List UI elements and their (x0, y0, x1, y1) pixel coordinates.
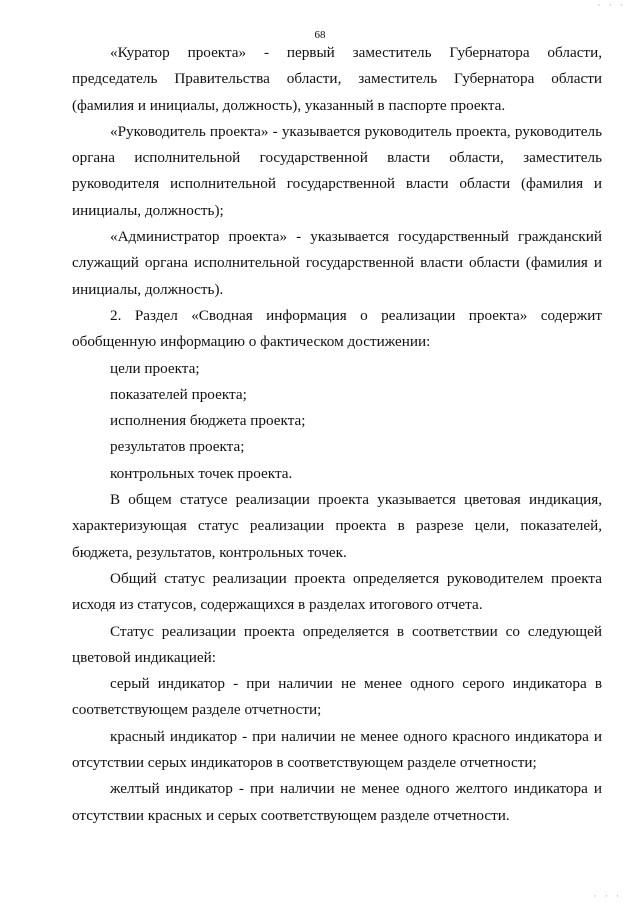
paragraph-red-indicator: красный индикатор - при наличии не менее одного красного индикатора и отсутствии серых индикаторов в соответствующем разделе отчетности; (72, 727, 602, 772)
paragraph-color-indication: Статус реализации проекта определяется в соответствии со следующей цветовой индикацией: (72, 622, 602, 666)
scan-mark-top: · · · (597, 0, 626, 10)
list-item-checkpoints: контрольных точек проекта. (110, 464, 293, 482)
paragraph-section-summary: 2. Раздел «Сводная информация о реализации проекта» содержит обобщенную информацию о фактическом достижении: (72, 306, 602, 351)
list-item-budget: исполнения бюджета проекта; (110, 412, 306, 430)
paragraph-yellow-indicator: желтый индикатор - при наличии не менее одного желтого индикатора и отсутствии красных и серых соответствующем разделе отчетности. (72, 780, 602, 824)
document-body (72, 40, 602, 829)
paragraph-project-admin: «Администратор проекта» - указывается государственный гражданский служащий органа исполнительной государственной власти области (фамилия и инициалы, должность). (72, 228, 602, 298)
paragraph-curator: «Куратор проекта» - первый заместитель Губернатора области, председатель Правительства области, заместитель Губернатора области (фамилия и инициалы, должность), указанный в паспорте проекта. (72, 44, 602, 114)
list-item-results: результатов проекта; (110, 438, 245, 456)
paragraph-status-determined: Общий статус реализации проекта определяется руководителем проекта исходя из статусов, содержащихся в разделах итогового отчета. (72, 569, 602, 614)
paragraph-project-head: «Руководитель проекта» - указывается руководитель проекта, руководитель органа исполнительной государственной власти области, заместитель руководителя исполнительной государственной власти области (фамилия и инициалы, должность); (72, 122, 602, 219)
paragraph-grey-indicator: серый индикатор - при наличии не менее одного серого индикатора в соответствующем разделе отчетности; (72, 675, 602, 719)
scan-mark-bottom: · · · (593, 891, 622, 901)
page-number: 68 (314, 29, 326, 41)
paragraph-general-status: В общем статусе реализации проекта указывается цветовая индикация, характеризующая статус реализации проекта в разрезе цели, показателей, бюджета, результатов, контрольных точек. (72, 491, 602, 561)
list-item-goal: цели проекта; (110, 359, 200, 377)
list-item-indicators: показателей проекта; (110, 385, 247, 403)
